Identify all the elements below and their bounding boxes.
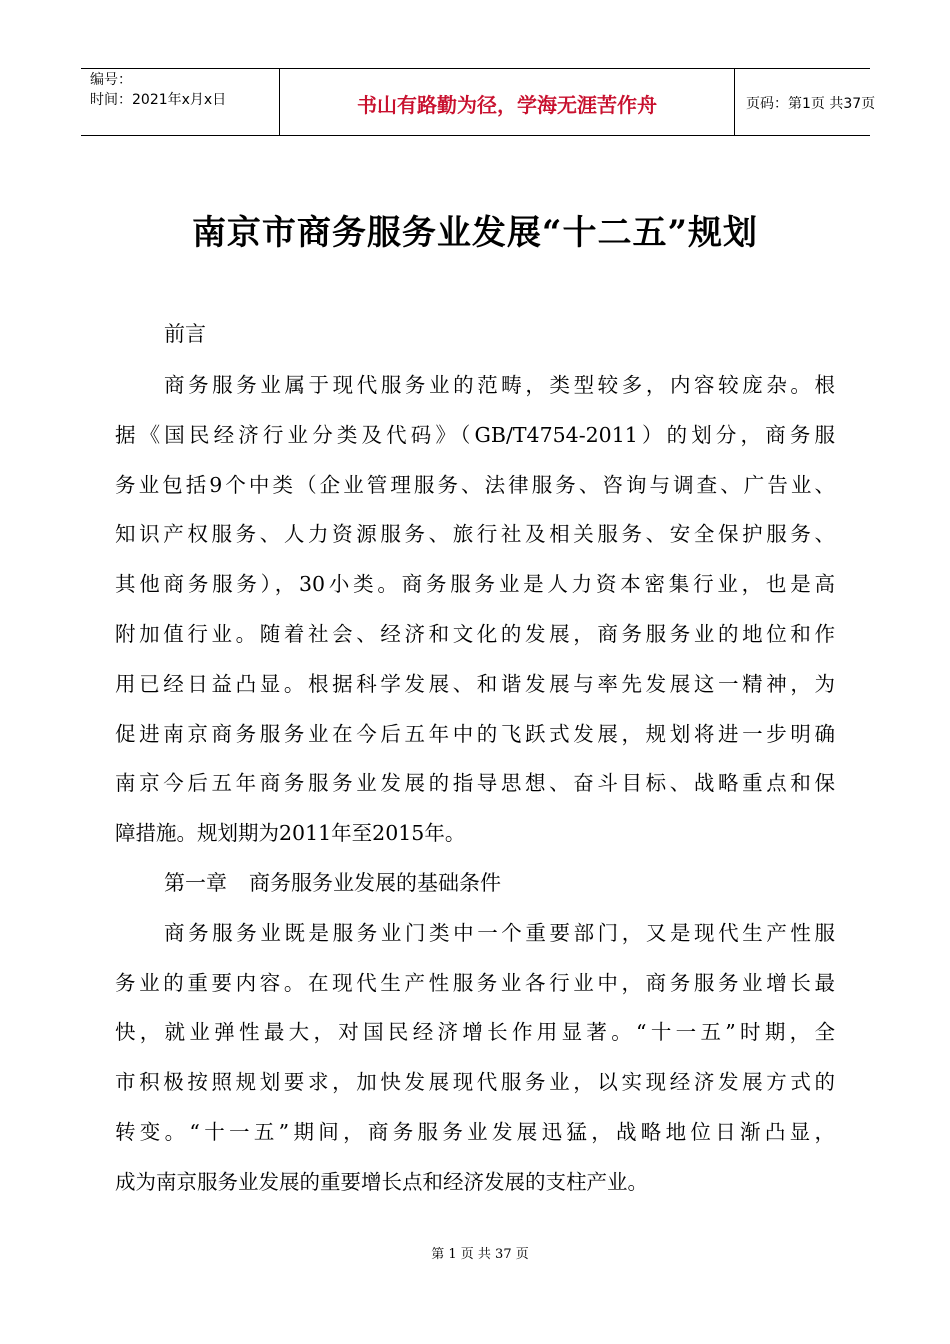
paragraph-line: 其他商务服务），30小类。商务服务业是人力资本密集行业，也是高 [115,572,835,596]
document-header [81,68,876,136]
header-page-label: 页码：第1页 共37页 [746,96,876,112]
paragraph-line: 用已经日益凸显。根据科学发展、和谐发展与率先发展这一精神，为 [115,672,835,696]
paragraph-line: 促进南京商务服务业在今后五年中的飞跃式发展，规划将进一步明确 [115,722,835,746]
paragraph-line: 转变。“十一五”期间，商务服务业发展迅猛，战略地位日渐凸显， [115,1120,835,1144]
header-motto: 书山有路勤为径，学海无涯苦作舟 [357,93,657,117]
paragraph-line: 知识产权服务、人力资源服务、旅行社及相关服务、安全保护服务、 [115,522,835,546]
document-number-label: 编号： [90,72,132,88]
page-footer: 第 1 页 共 37 页 [431,1247,529,1262]
paragraph-line: 市积极按照规划要求，加快发展现代服务业，以实现经济发展方式的 [115,1070,835,1094]
paragraph-line: 成为南京服务业发展的重要增长点和经济发展的支柱产业。 [115,1170,648,1194]
document-title: 南京市商务服务业发展“十二五”规划 [191,213,759,253]
paragraph-line: 务业的重要内容。在现代生产性服务业各行业中，商务服务业增长最 [115,971,835,995]
paragraph-line: 南京今后五年商务服务业发展的指导思想、奋斗目标、战略重点和保 [115,771,835,795]
chapter-number: 第一章 [164,871,227,895]
paragraph-line: 商务服务业既是服务业门类中一个重要部门，又是现代生产性服 [164,921,835,945]
header-motto-cell [280,69,735,135]
chapter-heading [164,868,501,898]
paragraph-line: 附加值行业。随着社会、经济和文化的发展，商务服务业的地位和作 [115,622,835,646]
header-meta-cell [81,69,280,135]
paragraph-line: 务业包括9个中类（企业管理服务、法律服务、咨询与调查、广告业、 [115,473,835,497]
header-page-cell [735,69,876,135]
paragraph-line: 据《国民经济行业分类及代码》（GB/T4754-2011）的划分，商务服 [115,423,835,447]
chapter-title: 商务服务业发展的基础条件 [249,871,501,895]
paragraph-line: 快，就业弹性最大，对国民经济增长作用显著。“十一五”时期，全 [115,1020,835,1044]
paragraph-line: 障措施。规划期为2011年至2015年。 [115,821,466,845]
document-date-label: 时间：2021年x月x日 [90,92,227,108]
preface-heading: 前言 [164,322,206,346]
paragraph-line: 商务服务业属于现代服务业的范畴，类型较多，内容较庞杂。根 [164,373,835,397]
